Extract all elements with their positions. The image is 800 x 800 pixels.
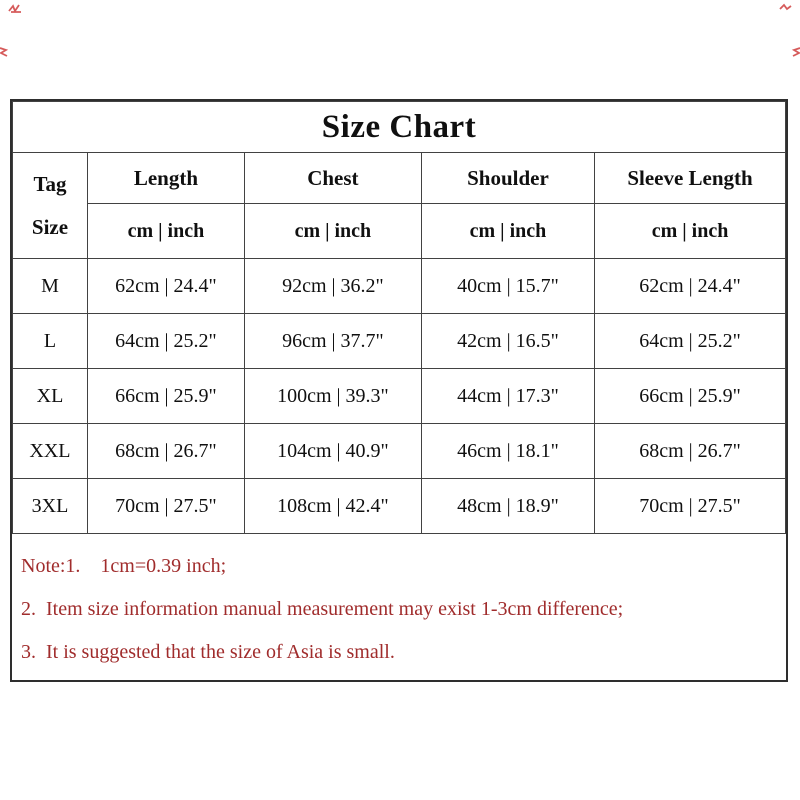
table-row-3xl (13, 479, 786, 534)
measurement-cell: 108cm | 42.4" (244, 479, 421, 534)
size-cell: XXL (13, 424, 88, 479)
title-row (13, 102, 786, 153)
corner-label-tag: Tag (33, 172, 67, 196)
note-line-2: 2. Item size information manual measurement may exist 1-3cm difference; (21, 598, 624, 620)
measurement-cell: 92cm | 36.2" (244, 259, 421, 314)
measurement-cell: 70cm | 27.5" (87, 479, 244, 534)
red-artifact-mark-right-edge (790, 45, 800, 59)
measurement-cell: 40cm | 15.7" (421, 259, 594, 314)
size-chart-title: Size Chart (13, 102, 786, 153)
measurement-cell: 68cm | 26.7" (87, 424, 244, 479)
note-line-1: Note:1. 1cm=0.39 inch; (21, 555, 227, 577)
measurement-cell: 100cm | 39.3" (244, 369, 421, 424)
measurement-cell: 64cm | 25.2" (595, 314, 786, 369)
red-artifact-mark-left-edge (0, 45, 10, 59)
measurement-cell: 46cm | 18.1" (421, 424, 594, 479)
table-row-l (13, 314, 786, 369)
size-cell: M (13, 259, 88, 314)
unit-header-chest: cm | inch (244, 204, 421, 259)
size-cell: 3XL (13, 479, 88, 534)
column-header-sleeve-length: Sleeve Length (595, 153, 786, 204)
measurement-cell: 66cm | 25.9" (87, 369, 244, 424)
corner-label-size: Size (31, 215, 69, 239)
measurement-cell: 44cm | 17.3" (421, 369, 594, 424)
unit-header-shoulder: cm | inch (421, 204, 594, 259)
red-artifact-mark-top-right (779, 3, 793, 12)
size-cell: L (13, 314, 88, 369)
size-cell: XL (13, 369, 88, 424)
measurement-cell: 66cm | 25.9" (595, 369, 786, 424)
table-row-m (13, 259, 786, 314)
measurement-cell: 64cm | 25.2" (87, 314, 244, 369)
header-row (13, 153, 786, 204)
unit-header-sleeve-length: cm | inch (595, 204, 786, 259)
measurement-cell: 70cm | 27.5" (595, 479, 786, 534)
column-header-shoulder: Shoulder (421, 153, 594, 204)
table-row-xl (13, 369, 786, 424)
column-header-length: Length (87, 153, 244, 204)
units-row (13, 204, 786, 259)
size-chart-table (12, 101, 786, 534)
measurement-cell: 62cm | 24.4" (87, 259, 244, 314)
measurement-cell: 62cm | 24.4" (595, 259, 786, 314)
corner-header-tag-size (13, 153, 88, 259)
unit-header-length: cm | inch (87, 204, 244, 259)
measurement-cell: 104cm | 40.9" (244, 424, 421, 479)
notes-section (12, 534, 786, 680)
measurement-cell: 96cm | 37.7" (244, 314, 421, 369)
measurement-cell: 48cm | 18.9" (421, 479, 594, 534)
table-row-xxl (13, 424, 786, 479)
measurement-cell: 68cm | 26.7" (595, 424, 786, 479)
measurement-cell: 42cm | 16.5" (421, 314, 594, 369)
red-artifact-mark-top-left (8, 3, 23, 14)
note-line-3: 3. It is suggested that the size of Asia is small. (21, 641, 395, 663)
size-chart-frame (10, 99, 788, 682)
column-header-chest: Chest (244, 153, 421, 204)
